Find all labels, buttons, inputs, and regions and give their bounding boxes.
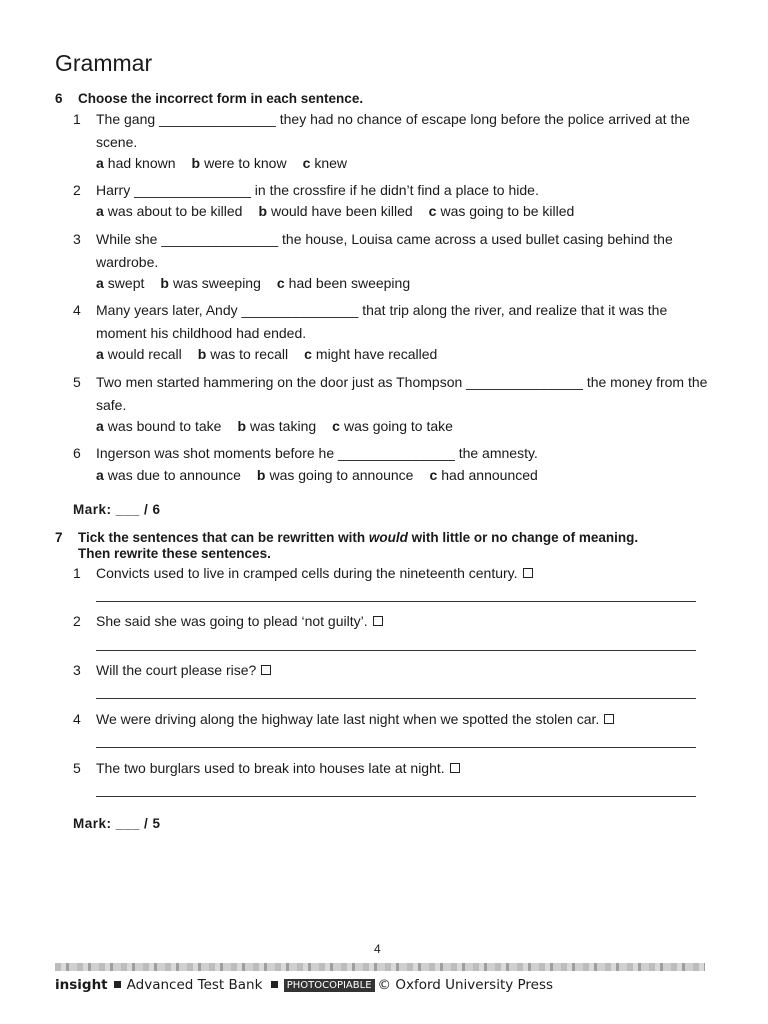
photocopiable-badge: PHOTOCOPIABLE [284,979,375,992]
option-letter: c [304,346,312,362]
question-text: While she _______________ the house, Louisa came across a used bullet casing behind the wardrobe. [96,231,673,270]
question-number: 5 [73,760,81,776]
tick-checkbox[interactable] [373,616,383,626]
option-b[interactable] [192,155,287,171]
option-letter: c [276,275,285,291]
question-item [73,108,713,154]
option-text: swept [107,275,145,291]
sentence-text: She said she was going to plead ‘not guilty’. [96,613,368,629]
sentence-row [73,610,713,633]
option-c[interactable] [303,155,347,171]
rewrite-answer-line[interactable] [96,796,696,797]
option-letter: a [96,155,104,171]
sentence-item [73,562,713,585]
sentence-row [73,757,713,780]
option-text: was bound to take [107,418,222,434]
question-number: 2 [73,613,81,629]
footer-brand: insight [55,977,108,993]
sentence-row [73,659,713,682]
sentence-item [73,757,713,780]
option-letter: b [237,418,246,434]
option-text: had announced [441,467,538,483]
answer-options [96,155,363,171]
rewrite-answer-line[interactable] [96,601,696,602]
question-text: Two men started hammering on the door just as Thompson _______________ the money from the safe. [96,374,708,413]
option-letter: a [96,418,104,434]
exercise-6-mark: Mark: ___ / 6 [73,502,161,517]
footer [55,977,553,993]
sentence-text: Will the court please rise? [96,662,257,678]
rewrite-answer-line[interactable] [96,650,696,651]
sentence-row [73,562,713,585]
option-letter: a [96,346,104,362]
square-bullet-icon [114,981,121,988]
tick-checkbox[interactable] [450,763,460,773]
option-text: knew [314,155,348,171]
question-item [73,228,713,274]
option-letter: c [302,155,311,171]
answer-options [96,346,453,362]
exercise-instruction-line2: Then rewrite these sentences. [78,546,271,561]
question-number: 4 [73,302,81,318]
exercise-6-heading [55,91,363,107]
page-title: Grammar [55,50,153,76]
page-number: 4 [374,942,381,956]
option-letter: c [429,467,438,483]
option-c[interactable] [332,418,453,434]
rewrite-answer-line[interactable] [96,747,696,748]
option-text: was sweeping [172,275,261,291]
option-b[interactable] [237,418,316,434]
option-letter: a [96,203,104,219]
option-text: were to know [204,155,287,171]
exercise-number: 7 [55,530,63,545]
answer-options [96,418,469,434]
question-number: 4 [73,711,81,727]
question-item [73,371,713,417]
option-a[interactable] [96,155,176,171]
option-letter: b [197,346,207,362]
question-number: 5 [73,374,81,390]
tick-checkbox[interactable] [261,665,271,675]
question-number: 1 [73,111,81,127]
question-number: 1 [73,565,81,581]
option-letter: b [191,155,201,171]
option-b[interactable] [160,275,261,291]
question-item [73,299,713,345]
question-number: 3 [73,231,81,247]
option-letter: b [258,203,267,219]
tick-checkbox[interactable] [523,568,533,578]
rewrite-answer-line[interactable] [96,698,696,699]
option-a[interactable] [96,346,182,362]
option-letter: a [96,467,104,483]
footer-decorative-band [55,963,705,971]
option-letter: b [256,467,266,483]
option-letter: c [332,418,340,434]
question-text: Ingerson was shot moments before he _______________ the amnesty. [96,445,538,461]
footer-product: Advanced Test Bank [126,977,263,993]
square-bullet-icon [271,981,278,988]
exercise-7-heading [55,530,638,562]
option-a[interactable] [96,203,242,219]
option-c[interactable] [429,467,537,483]
exercise-instruction: Choose the incorrect form in each sentence. [78,91,364,106]
question-text: Many years later, Andy _______________ that trip along the river, and realize that it was the moment his childhood had ended. [96,302,668,341]
sentence-row [73,708,713,731]
option-letter: a [96,275,104,291]
sentence-text: The two burglars used to break into houses late at night. [96,760,445,776]
footer-copyright: © Oxford University Press [377,977,554,993]
option-b[interactable] [257,467,414,483]
option-text: would recall [107,346,182,362]
option-text: was going to take [343,418,453,434]
option-text: had been sweeping [288,275,411,291]
option-text: was due to announce [107,467,241,483]
question-text: Harry _______________ in the crossfire if he didn’t find a place to hide. [96,182,539,198]
question-item [73,179,713,202]
exercise-instruction-pre: Tick the sentences that can be rewritten with [78,530,369,545]
sentence-text: Convicts used to live in cramped cells during the nineteenth century. [96,565,518,581]
exercise-number: 6 [55,91,63,106]
question-number: 6 [73,445,81,461]
option-letter: c [428,203,437,219]
option-a[interactable] [96,418,221,434]
sentence-item [73,610,713,633]
sentence-text: We were driving along the highway late last night when we spotted the stolen car. [96,711,600,727]
answer-options [96,203,590,219]
question-number: 3 [73,662,81,678]
option-a[interactable] [96,275,144,291]
option-text: was to recall [210,346,289,362]
option-text: would have been killed [271,203,413,219]
option-text: had known [107,155,176,171]
exercise-7-mark: Mark: ___ / 5 [73,816,161,831]
question-number: 2 [73,182,81,198]
option-a[interactable] [96,467,241,483]
option-letter: b [160,275,169,291]
answer-options [96,467,554,483]
option-text: was taking [250,418,317,434]
option-c[interactable] [304,346,437,362]
option-b[interactable] [198,346,288,362]
option-b[interactable] [258,203,412,219]
sentence-item [73,659,713,682]
option-text: was going to announce [269,467,414,483]
option-text: might have recalled [315,346,438,362]
exercise-instruction-post: with little or no change of meaning. [407,530,639,545]
exercise-instruction-emphasis: would [368,530,408,545]
question-text: The gang _______________ they had no chance of escape long before the police arrived at the scene. [96,111,690,150]
option-text: was going to be killed [440,203,575,219]
question-item [73,442,713,465]
option-text: was about to be killed [107,203,243,219]
tick-checkbox[interactable] [604,714,614,724]
option-c[interactable] [277,275,410,291]
answer-options [96,275,426,291]
sentence-item [73,708,713,731]
option-c[interactable] [429,203,575,219]
